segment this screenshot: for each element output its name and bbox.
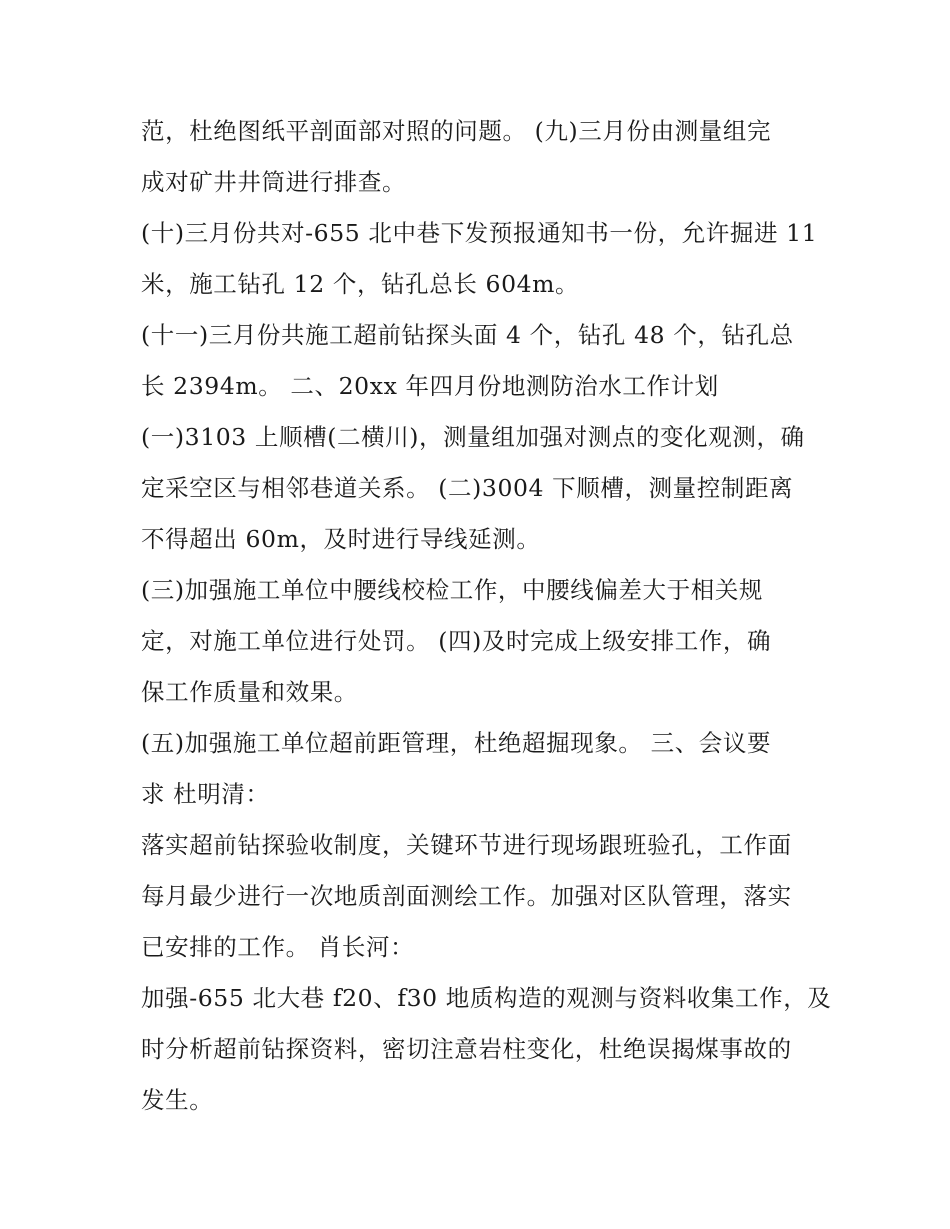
text-line: (十一)三月份共施工超前钻探头面 4 个，钻孔 48 个，钻孔总 [141, 321, 794, 349]
text-line: (五)加强施工单位超前距管理，杜绝超掘现象。 三、会议要 [141, 729, 772, 757]
text-line: 每月最少进行一次地质剖面测绘工作。加强对区队管理，落实 [141, 882, 792, 910]
text-line: 范，杜绝图纸平剖面部对照的问题。 (九)三月份由测量组完 [141, 117, 772, 145]
text-line: 成对矿井井筒进行排查。 [141, 168, 407, 196]
document-body [141, 106, 831, 1126]
text-line: 发生。 [141, 1086, 214, 1114]
text-line: 求 杜明清： [141, 780, 270, 808]
text-line: (一)3103 上顺槽(二横川)，测量组加强对测点的变化观测，确 [141, 423, 805, 451]
text-line: 定采空区与相邻巷道关系。 (二)3004 下顺槽，测量控制距离 [141, 474, 794, 502]
text-line: (十)三月份共对-655 北中巷下发预报通知书一份，允许掘进 11 [141, 219, 818, 247]
text-line: 落实超前钻探验收制度，关键环节进行现场跟班验孔，工作面 [141, 831, 792, 859]
text-line: 长 2394m。 二、20xx 年四月份地测防治水工作计划 [141, 372, 719, 400]
text-line: 米，施工钻孔 12 个，钻孔总长 604m。 [141, 270, 580, 298]
text-line: 加强-655 北大巷 f20、f30 地质构造的观测与资料收集工作，及 [141, 984, 832, 1012]
text-line: 保工作质量和效果。 [141, 678, 358, 706]
text-line: (三)加强施工单位中腰线校检工作，中腰线偏差大于相关规 [141, 576, 764, 604]
text-line: 定，对施工单位进行处罚。 (四)及时完成上级安排工作，确 [141, 627, 772, 655]
text-line: 已安排的工作。 肖长河： [141, 933, 415, 961]
text-line: 不得超出 60m，及时进行导线延测。 [141, 525, 541, 553]
text-line: 时分析超前钻探资料，密切注意岩柱变化，杜绝误揭煤事故的 [141, 1035, 792, 1063]
